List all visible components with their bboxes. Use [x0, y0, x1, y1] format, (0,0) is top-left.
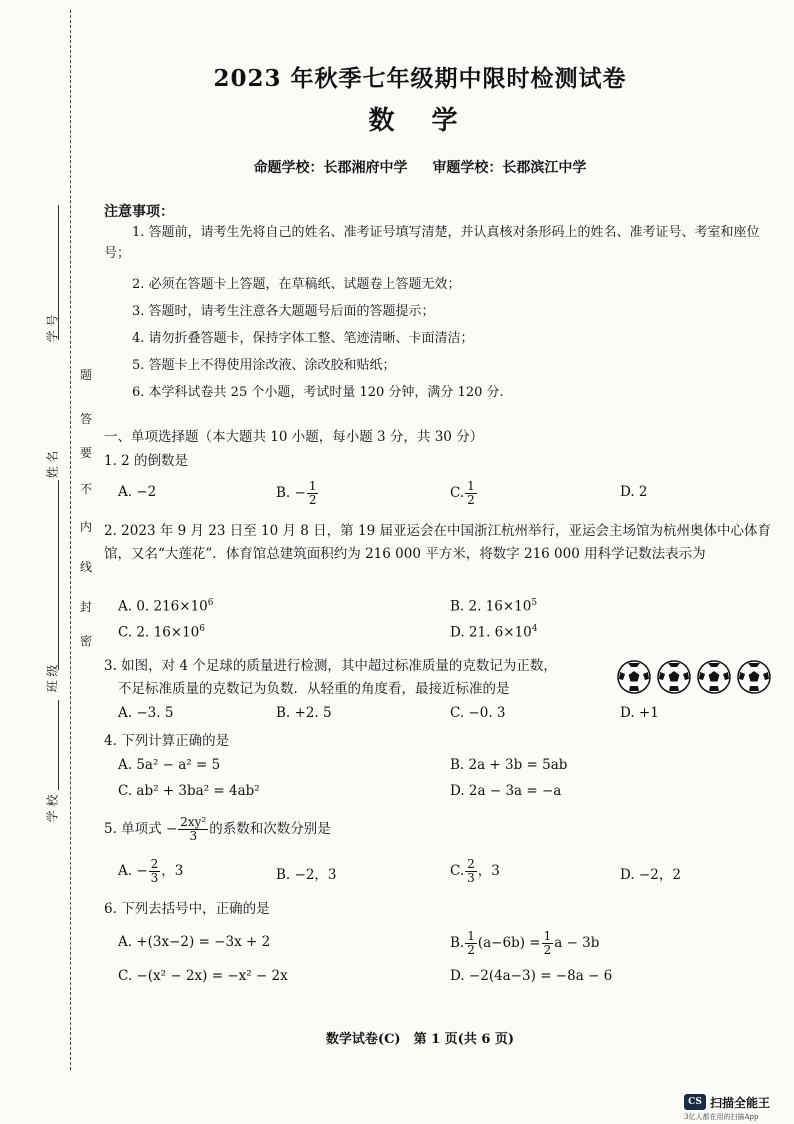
school-label: 学 校 — [45, 794, 60, 823]
q1-option-d: D. 2 — [620, 484, 648, 500]
scanner-logo: CS — [684, 1094, 706, 1110]
reviewer-school: 审题学校：长郡滨江中学 — [432, 160, 587, 176]
q4-option-c: C. ab² + 3ba² = 4ab² — [118, 783, 260, 799]
student-id-label: 学 号 — [45, 314, 60, 343]
q2-option-a: A. 0. $216\times 10^6$ — [118, 598, 214, 615]
soccer-ball-icon — [617, 660, 651, 694]
seal-char: 答 — [79, 412, 92, 426]
question-3-stem-line1: 3. 如图，对 4 个足球的质量进行检测，其中超过标准质量的克数记为正数， — [104, 658, 557, 674]
q2-option-d: D. 21. $6\times 10^4$ — [450, 624, 538, 641]
q4-option-a: A. 5a² − a² = 5 — [118, 757, 221, 773]
q6-option-b: B. $\frac{1}{2}$ (a−6b) = $\frac{1}{2}$ a − 3b — [450, 929, 600, 957]
q5-option-d: D. −2，2 — [620, 867, 681, 883]
class-field[interactable] — [58, 520, 59, 670]
q2-option-c: C. 2. $16\times 10^6$ — [118, 624, 206, 641]
school-info — [120, 157, 720, 177]
q1-option-c: C. $\frac{1}{2}$ — [450, 479, 475, 507]
name-label: 姓 名 — [45, 450, 60, 479]
question-2-stem: 2. 2023 年 9 月 23 日至 10 月 8 日，第 19 届亚运会在中国浙江杭州举行，亚运会主场馆为杭州奥体中心体育馆，又名“大莲花”．体育馆总建筑面积约为 216 000 平方米，将数字 216 000 用科学记数法表示为 — [104, 523, 771, 562]
soccer-ball-icon — [737, 660, 771, 694]
exam-subject: 数 学 — [368, 106, 472, 136]
q6-option-a: A. +(3x−2) = −3x + 2 — [118, 934, 271, 950]
seal-char: 线 — [79, 560, 92, 574]
seal-char: 不 — [79, 482, 92, 496]
seal-char: 题 — [79, 368, 92, 382]
notice-heading: 注意事项： — [104, 204, 174, 220]
seal-char: 封 — [79, 600, 92, 614]
setter-school: 命题学校：长郡湘府中学 — [253, 160, 408, 176]
q1-option-b: B. − $\frac{1}{2}$ — [276, 479, 317, 507]
q4-option-b: B. 2a + 3b = 5ab — [450, 757, 568, 773]
notice-item: 6. 本学科试卷共 25 个小题，考试时量 120 分钟，满分 120 分. — [132, 385, 504, 400]
soccer-ball-icon — [657, 660, 691, 694]
notice-item: 1. 答题前，请考生先将自己的姓名、准考证号填写清楚，并认真核对条形码上的姓名、准考证号、考室和座位号； — [104, 225, 760, 261]
page-footer: 数学试卷(C) 第 1 页(共 6 页) — [325, 1032, 515, 1047]
binding-dashed-line — [70, 10, 71, 1070]
q2-option-b: B. 2. $16\times 10^5$ — [450, 598, 538, 615]
scanner-tagline: 3亿人都在用的扫描App — [684, 1113, 759, 1121]
exam-title: 2023 年秋季七年级期中限时检测试卷 — [213, 65, 627, 92]
q5-option-a: A. − $\frac{2}{3}$ ，3 — [118, 857, 184, 885]
q6-option-d: D. −2(4a−3) = −8a − 6 — [450, 968, 613, 984]
q1-option-a: A. −2 — [118, 484, 157, 500]
student-id-field[interactable] — [58, 205, 59, 340]
section-heading: 一、单项选择题（本大题共 10 小题，每小题 3 分，共 30 分） — [104, 429, 484, 445]
q5-option-b: B. −2，3 — [276, 867, 337, 883]
question-6-stem: 6. 下列去括号中，正确的是 — [104, 901, 270, 917]
notice-item: 4. 请勿折叠答题卡，保持字体工整、笔迹清晰、卡面清洁； — [132, 331, 474, 346]
notice-item: 3. 答题时，请考生注意各大题题号后面的答题提示； — [132, 304, 435, 319]
q6-option-c: C. −(x² − 2x) = −x² − 2x — [118, 968, 288, 984]
seal-char: 密 — [79, 634, 92, 648]
question-5-stem: 5. 单项式 − $\frac{\text{2xy²}}{3}$ 的系数和次数分别是 — [104, 815, 331, 843]
question-3-stem-line2: 不足标准质量的克数记为负数．从轻重的角度看，最接近标准的是 — [118, 681, 510, 697]
q3-option-c: C. −0. 3 — [450, 705, 506, 721]
notice-item: 5. 答题卡上不得使用涂改液、涂改胶和贴纸； — [132, 358, 396, 373]
class-label: 班 级 — [45, 664, 60, 693]
question-1-stem: 1. 2 的倒数是 — [104, 453, 189, 469]
scanner-name: 扫描全能王 — [710, 1096, 771, 1110]
notice-item: 2. 必须在答题卡上答题，在草稿纸、试题卷上答题无效； — [132, 277, 461, 292]
q4-option-d: D. 2a − 3a = −a — [450, 783, 562, 799]
q3-option-d: D. +1 — [620, 705, 659, 721]
seal-char: 内 — [79, 520, 92, 534]
q3-option-b: B. +2. 5 — [276, 705, 332, 721]
q3-option-a: A. −3. 5 — [118, 705, 174, 721]
soccer-ball-icon — [697, 660, 731, 694]
school-field[interactable] — [58, 700, 59, 790]
seal-char: 要 — [79, 446, 92, 460]
q5-option-c: C. $\frac{2}{3}$ ，3 — [450, 857, 500, 885]
question-4-stem: 4. 下列计算正确的是 — [104, 733, 230, 749]
